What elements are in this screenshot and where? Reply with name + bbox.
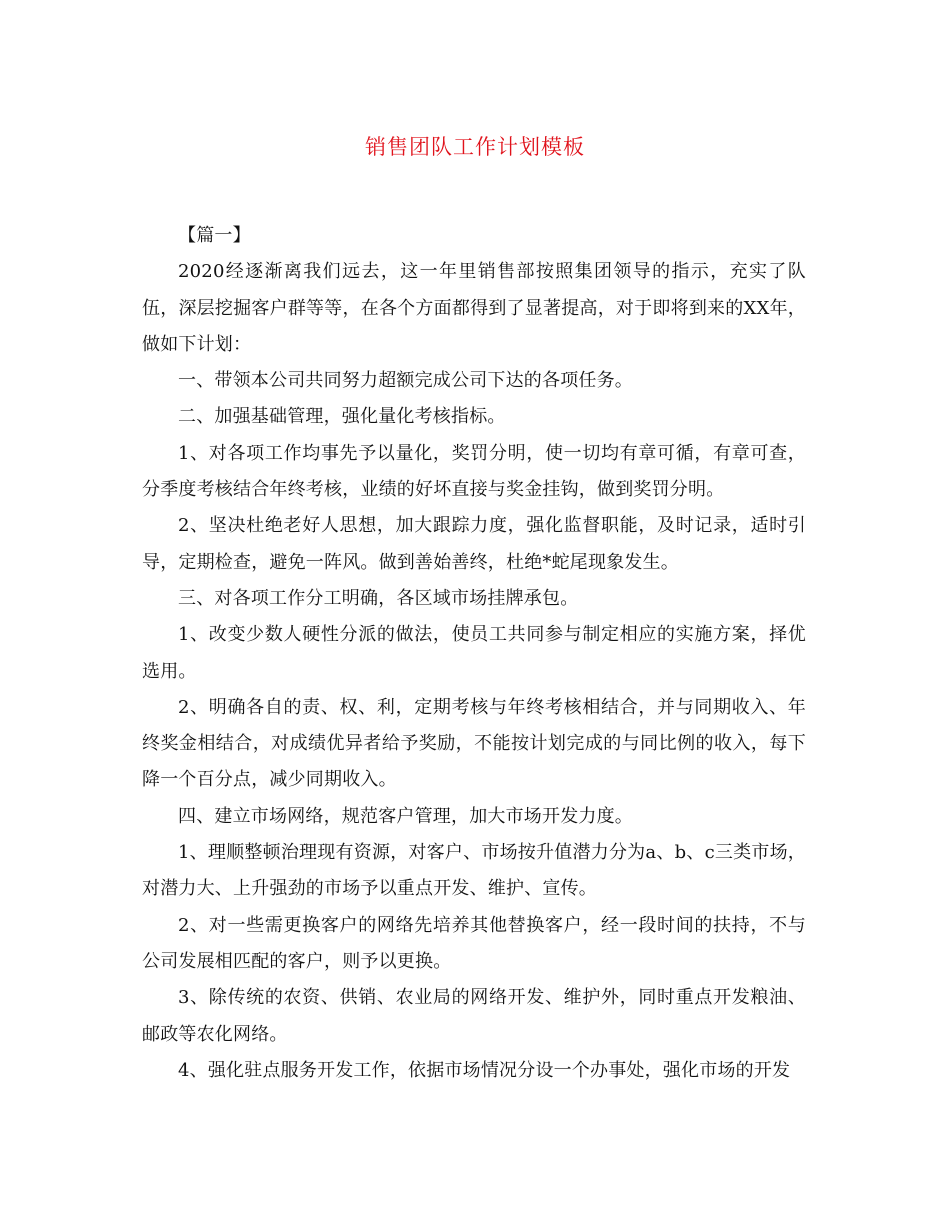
document-title: 销售团队工作计划模板 <box>365 135 585 159</box>
paragraph-item-1: 一、带领本公司共同努力超额完成公司下达的各项任务。 <box>178 370 633 392</box>
paragraph-item-3: 三、对各项工作分工明确，各区域市场挂牌承包。 <box>178 587 579 609</box>
paragraph-item-4: 四、建立市场网络，规范客户管理，加大市场开发力度。 <box>178 805 633 827</box>
document-body <box>142 218 806 1089</box>
paragraph-item-3-2: 2、明确各自的责、权、利，定期考核与年终考核相结合，并与同期收入、年终奖金相结合，对成绩优异者给予奖励，不能按计划完成的与同比例的收入，每下降一个百分点，减少同期收入。 <box>142 696 806 791</box>
paragraph-intro: 2020经逐渐离我们远去，这一年里销售部按照集团领导的指示，充实了队伍，深层挖掘客户群等等，在各个方面都得到了显著提高，对于即将到来的XX年，做如下计划： <box>142 261 806 355</box>
paragraph-item-2-2: 2、坚决杜绝老好人思想，加大跟踪力度，强化监督职能，及时记录，适时引导，定期检查，避免一阵风。做到善始善终，杜绝*蛇尾现象发生。 <box>142 515 806 573</box>
paragraph-item-4-2: 2、对一些需更换客户的网络先培养其他替换客户，经一段时间的扶持，不与公司发展相匹配的客户，则予以更换。 <box>142 914 806 972</box>
paragraph-item-3-1: 1、改变少数人硬性分派的做法，使员工共同参与制定相应的实施方案，择优选用。 <box>142 624 806 682</box>
section-heading: 【篇一】 <box>178 225 251 246</box>
paragraph-item-2-1: 1、对各项工作均事先予以量化，奖罚分明，使一切均有章可循，有章可查，分季度考核结合年终考核，业绩的好坏直接与奖金挂钩，做到奖罚分明。 <box>142 442 806 501</box>
paragraph-item-4-1: 1、理顺整顿治理现有资源，对客户、市场按升值潜力分为a、b、c三类市场，对潜力大、上升强劲的市场予以重点开发、维护、宣传。 <box>142 842 806 900</box>
paragraph-item-2: 二、加强基础管理，强化量化考核指标。 <box>178 406 506 428</box>
paragraph-item-4-3: 3、除传统的农资、供销、农业局的网络开发、维护外，同时重点开发粮油、邮政等农化网络。 <box>142 987 806 1045</box>
paragraph-item-4-4: 4、强化驻点服务开发工作，依据市场情况分设一个办事处，强化市场的开发 <box>178 1059 791 1081</box>
